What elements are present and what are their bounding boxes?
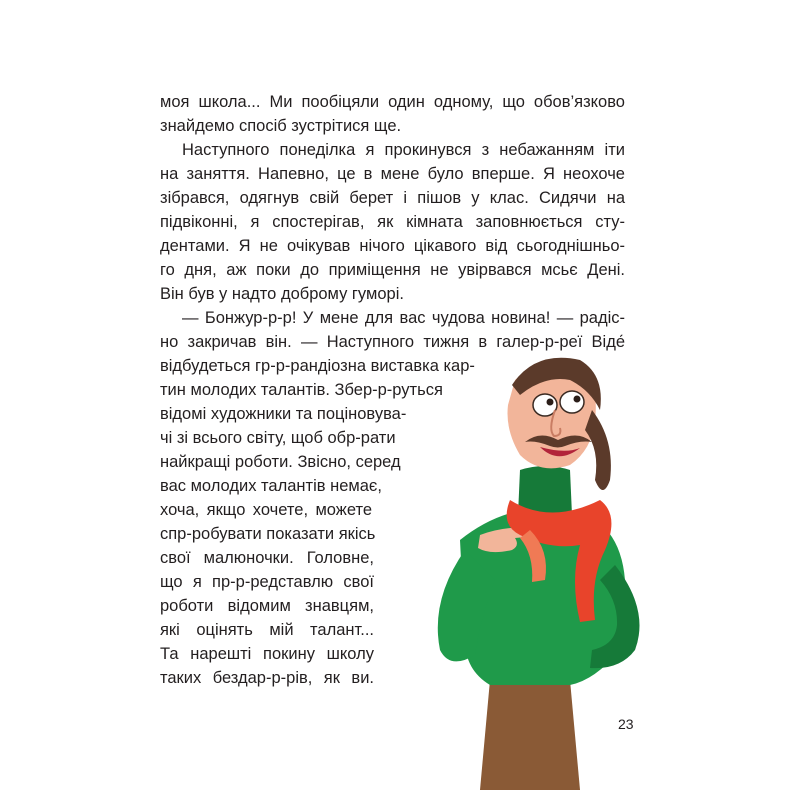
text-line: знайдемо спосіб зустрітися ще.	[160, 117, 402, 135]
text-line: спр-робувати показати якісь	[160, 525, 376, 543]
text-line: які оцінять мій талант...	[160, 621, 374, 639]
text-line: таких бездар-р-рів, як ви.	[160, 669, 374, 687]
text-line: — Бонжур-р-р! У мене для вас чудова новина! — радіс-	[182, 309, 625, 327]
text-line: но закричав він. — Наступного тижня в галер-р-реї Віде́	[160, 333, 625, 351]
text-line: свої малюночки. Головне,	[160, 549, 374, 567]
ponytail-shape	[585, 410, 611, 490]
text-line: зібрався, одягнув свій берет і пішов у клас. Сидячи на	[160, 189, 625, 207]
text-line: на заняття. Напевно, це в мене було вперше. Я неохоче	[160, 165, 625, 183]
text-line: го дня, аж поки до приміщення не увірвався мсьє Дені.	[160, 261, 625, 279]
page-number: 23	[618, 716, 634, 732]
text-line: вас молодих талантів немає,	[160, 477, 382, 495]
text-line: найкращі роботи. Звісно, серед	[160, 453, 401, 471]
text-line: Він був у надто доброму гуморі.	[160, 285, 404, 303]
text-line: Та нарешті покину школу	[160, 645, 374, 663]
text-line: дентами. Я не очікував нічого цікавого від сьогоднішньо-	[160, 237, 625, 255]
pants-shape	[480, 680, 580, 790]
pupil-left-icon	[547, 399, 554, 406]
text-line: тин молодих талантів. Збер-р-руться	[160, 381, 443, 399]
text-line: відбудеться гр-р-рандіозна виставка кар-	[160, 357, 475, 375]
text-line: що я пр-р-редставлю свої	[160, 573, 374, 591]
text-line: відомі художники та поціновува-	[160, 405, 407, 423]
pupil-right-icon	[574, 396, 581, 403]
text-line: чі зі всього світу, щоб обр-рати	[160, 429, 396, 447]
text-line: хоча, якщо хочете, можете	[160, 501, 372, 519]
text-line: роботи відомим знавцям,	[160, 597, 374, 615]
eye-right-icon	[560, 391, 584, 413]
text-line: моя школа... Ми пообіцяли один одному, що обов’язково	[160, 93, 625, 111]
text-line: Наступного понеділка я прокинувся з небажанням іти	[182, 141, 625, 159]
text-line: підвіконні, я спостерігав, як кімната заповнюється сту-	[160, 213, 625, 231]
